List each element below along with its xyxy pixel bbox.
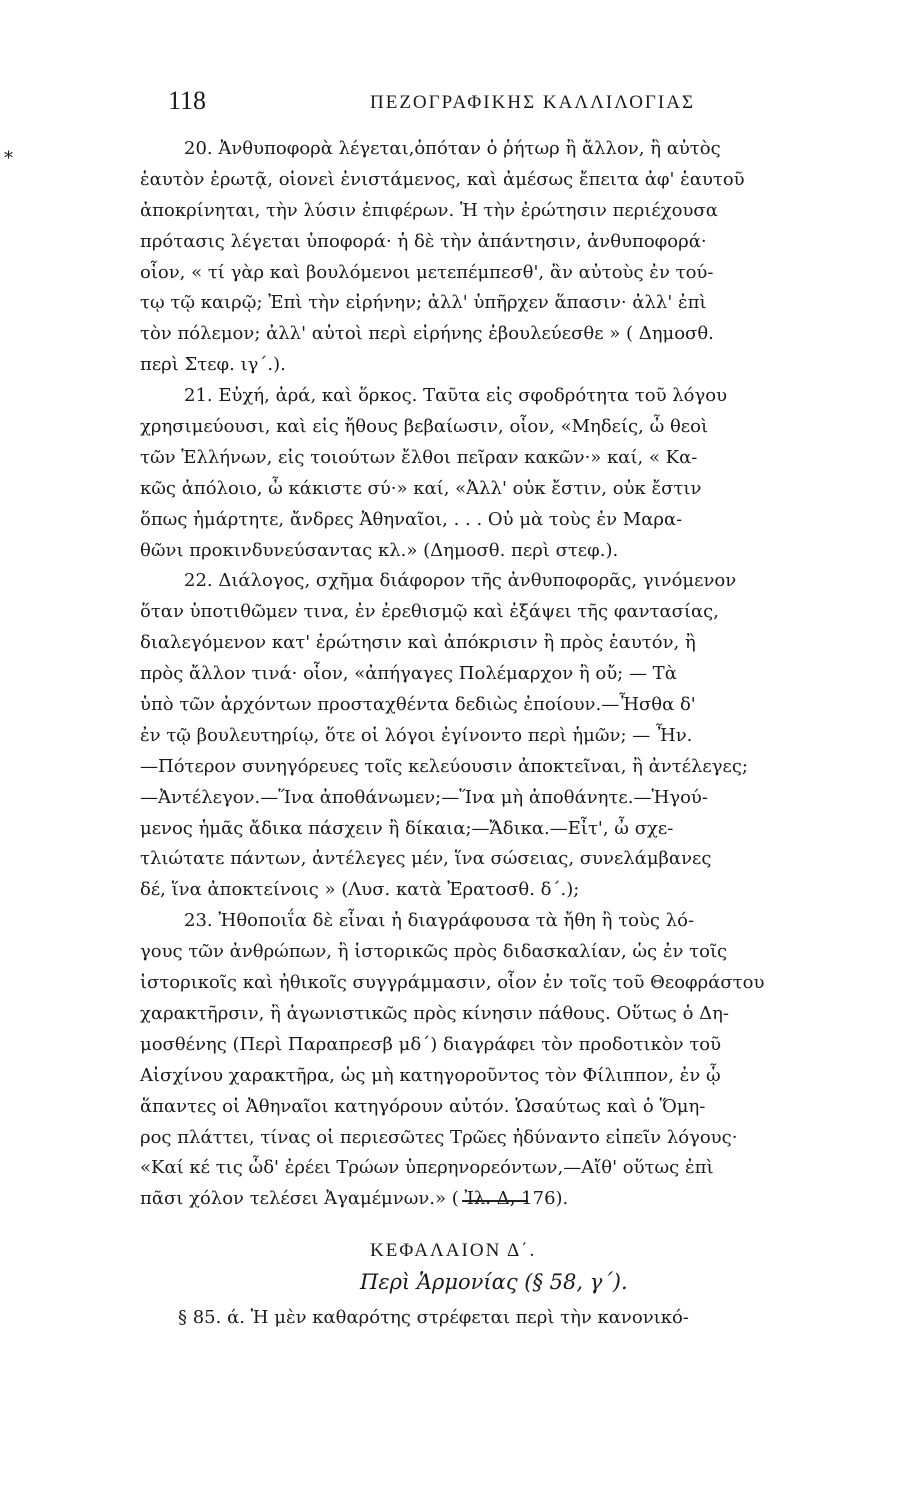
text-line: τῳ τῷ καιρῷ; Ἐπὶ τὴν εἰρήνην; ἀλλ' ὑπῆρχεν ἅπασιν· ἀλλ' ἐπὶ — [140, 292, 707, 314]
text-line: —Πότερον συνηγόρευες τοῖς κελεύουσιν ἀποκτεῖναι, ἢ ἀντέλεγες; — [140, 755, 748, 777]
text-line: ὅπως ἡμάρτητε, ἄνδρες Ἀθηναῖοι, . . . Οὐ μὰ τοὺς ἐν Μαρα- — [140, 508, 683, 530]
text-line: μενος ἡμᾶς ἄδικα πάσχειν ἢ δίκαια;—Ἄδικα.—Εἶτ', ὦ σχε- — [140, 817, 674, 839]
text-line: δέ, ἵνα ἀποκτείνοις » (Λυσ. κατὰ Ἐρατοσθ. δ΄.); — [140, 879, 580, 901]
text-line: πᾶσι χόλον τελέσει Ἀγαμέμνων.» ( Ἰλ. Δ, 176). — [140, 1188, 569, 1210]
text-line: χρησιμεύουσι, καὶ εἰς ἤθους βεβαίωσιν, οἷον, «Μηδείς, ὦ θεοὶ — [140, 416, 709, 438]
text-line: «Καί κέ τις ὧδ' ἐρέει Τρώων ὑπερηνορεόντων,—Αἴθ' οὕτως ἐπὶ — [140, 1157, 714, 1179]
text-line: τὸν πόλεμον; ἀλλ' αὐτοὶ περὶ εἰρήνης ἐβουλεύεσθε » ( Δημοσθ. — [140, 323, 714, 345]
text-line: οἷον, « τί γὰρ καὶ βουλόμενοι μετεπέμπεσθ', ἂν αὐτοὺς ἐν τού- — [140, 261, 714, 283]
text-line: ὅταν ὑποτιθῶμεν τινα, ἐν ἐρεθισμῷ καὶ ἐξάψει τῆς φαντασίας, — [140, 601, 719, 623]
body-text — [140, 134, 830, 1215]
text-line: —Ἀντέλεγον.—Ἵνα ἀποθάνωμεν;—Ἵνα μὴ ἀποθάνητε.—Ἡγού- — [140, 786, 708, 808]
running-head — [168, 86, 828, 126]
text-line: περὶ Στεφ. ιγ΄.). — [140, 354, 286, 376]
text-line: ρος πλάττει, τίνας οἱ περιεσῶτες Τρῶες ἠδύναντο εἰπεῖν λόγους· — [140, 1126, 738, 1148]
text-line: Αἰσχίνου χαρακτῆρα, ὡς μὴ κατηγοροῦντος τὸν Φίλιππον, ἐν ᾧ — [140, 1064, 721, 1086]
section-divider — [462, 1200, 528, 1202]
margin-mark: * — [4, 148, 13, 169]
chapter-title: ΚΕΦΑΛΑΙΟΝ Δ΄. — [370, 1240, 537, 1261]
text-line: μοσθένης (Περὶ Παραπρεσβ μδ΄) διαγράφει τὸν προδοτικὸν τοῦ — [140, 1033, 722, 1055]
text-line: διαλεγόμενον κατ' ἐρώτησιν καὶ ἀπόκρισιν ἢ πρὸς ἑαυτόν, ἢ — [140, 632, 696, 654]
text-line: τλιώτατε πάντων, ἀντέλεγες μέν, ἵνα σώσειας, συνελάμβανες — [140, 848, 712, 870]
text-line: 22. Διάλογος, σχῆμα διάφορον τῆς ἀνθυποφορᾶς, γινόμενον — [184, 570, 737, 592]
text-line: 23. Ἠθοποιΐα δὲ εἶναι ἡ διαγράφουσα τὰ ἤθη ἢ τοὺς λό- — [184, 910, 695, 932]
text-line: πρὸς ἄλλον τινά· οἷον, «ἀπήγαγες Πολέμαρχον ἢ οὔ; — Τὰ — [140, 663, 677, 685]
text-line: ἑαυτὸν ἐρωτᾷ, οἱονεὶ ἐνιστάμενος, καὶ ἀμέσως ἔπειτα ἀφ' ἑαυτοῦ — [140, 168, 745, 190]
section-85-start: § 85. ά. Ἡ μὲν καθαρότης στρέφεται περὶ τὴν κανονικό- — [178, 1307, 689, 1328]
page-number: 118 — [168, 86, 207, 115]
text-line: 21. Εὐχή, ἀρά, καὶ ὅρκος. Ταῦτα εἰς σφοδρότητα τοῦ λόγου — [184, 385, 728, 407]
text-line: 20. Ἀνθυποφορὰ λέγεται,ὁπόταν ὁ ῥήτωρ ἢ ἄλλον, ἢ αὐτὸς — [184, 138, 721, 159]
text-line: κῶς ἀπόλοιο, ὦ κάκιστε σύ·» καί, «Ἀλλ' οὐκ ἔστιν, οὐκ ἔστιν — [140, 477, 702, 499]
chapter-subtitle: Περὶ Ἁρμονίας (§ 58, γ΄). — [360, 1270, 628, 1294]
text-line: γους τῶν ἀνθρώπων, ἢ ἱστορικῶς πρὸς διδασκαλίαν, ὡς ἐν τοῖς — [140, 941, 728, 963]
text-line: θῶνι προκινδυνεύσαντας κλ.» (Δημοσθ. περὶ στεφ.). — [140, 539, 619, 561]
text-line: χαρακτῆρσιν, ἢ ἀγωνιστικῶς πρὸς κίνησιν πάθους. Οὕτως ὁ Δη- — [140, 1002, 730, 1024]
text-line: πρότασις λέγεται ὑποφορά· ἡ δὲ τὴν ἀπάντησιν, ἀνθυποφορά· — [140, 230, 707, 252]
text-line: ἐν τῷ βουλευτηρίῳ, ὅτε οἱ λόγοι ἐγίνοντο περὶ ἡμῶν; — Ἦν. — [140, 724, 693, 746]
text-line: ὑπὸ τῶν ἀρχόντων προσταχθέντα δεδιὼς ἐποίουν.—Ἦσθα δ' — [140, 694, 696, 716]
text-line: ἅπαντες οἱ Ἀθηναῖοι κατηγόρουν αὐτόν. Ὡσαύτως καὶ ὁ Ὅμη- — [140, 1095, 706, 1117]
running-title: ΠΕΖΟΓΡΑΦΙΚΗΣ ΚΑΛΛΙΛΟΓΙΑΣ — [370, 92, 696, 113]
text-line: τῶν Ἑλλήνων, εἰς τοιούτων ἔλθοι πεῖραν κακῶν·» καί, « Κα- — [140, 446, 698, 468]
text-line: ἀποκρίνηται, τὴν λύσιν ἐπιφέρων. Ἡ τὴν ἐρώτησιν περιέχουσα — [140, 199, 718, 221]
text-line: ἱστορικοῖς καὶ ἠθικοῖς συγγράμμασιν, οἷον ἐν τοῖς τοῦ Θεοφράστου — [140, 972, 765, 994]
